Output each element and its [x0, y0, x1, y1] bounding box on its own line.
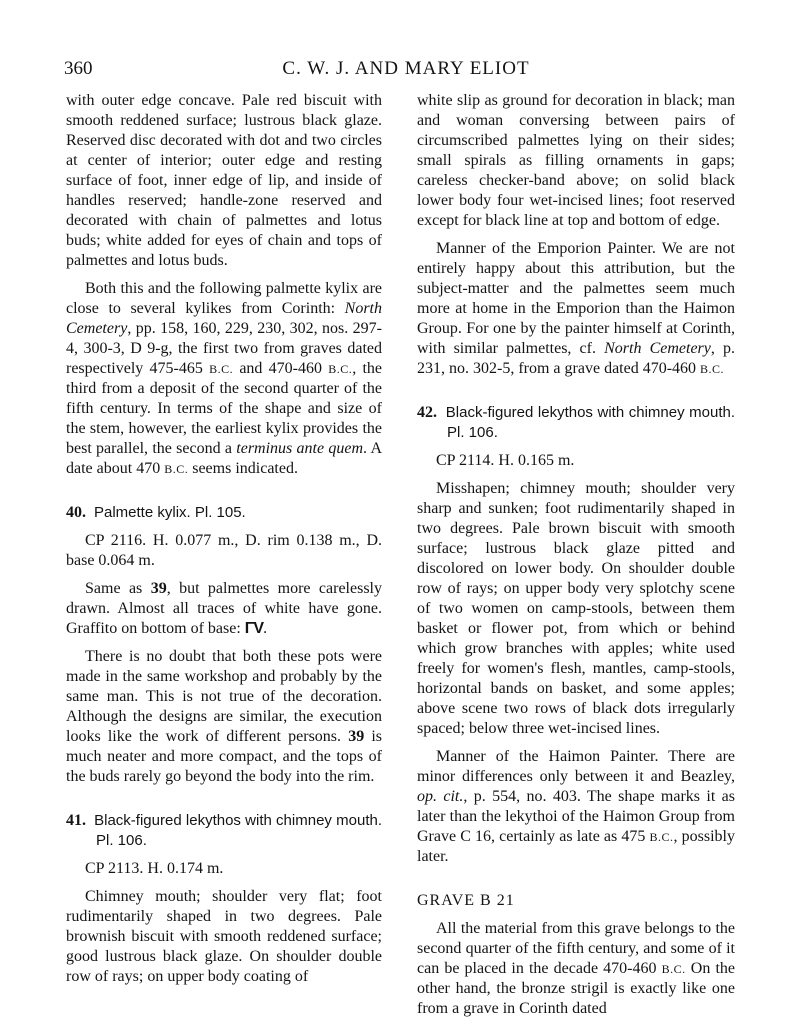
- commentary: Manner of the Haimon Painter. There are minor differences only between it and Beazley, op. cit., p. 554, no. 403. The shape marks it as later than the lekythoi of the Haimon Group from Grave C 16, certainly as late as 475 B.C., possibly later.: [417, 748, 736, 865]
- commentary: There is no doubt that both these pots were made in the same workshop and probably by the same man. This is not true of the decoration. Although the designs are similar, the execution looks like the work of different persons. 39 is much neater and more compact, and the tops of the buds rarely go beyond the body into the rim.: [66, 648, 383, 785]
- left-column: [66, 91, 382, 987]
- paragraph: white slip as ground for decoration in black; man and woman conversing between pairs of circumscribed palmettes lying on their sides; small spirals as filling ornaments in gaps; careless checker-band above; on solid black lower body four wet-incised lines; foot reserved except for black line at top and bottom of edge.: [417, 92, 735, 229]
- paragraph: Manner of the Emporion Painter. We are not entirely happy about this attribution, but the subject-matter and the palmettes seem much more at home in the Emporion than the Haimon Group. For one by the painter himself at Corinth, with similar palmettes, cf. North Cemetery, p. 231, no. 302-5, from a grave dated 470-460 B.C.: [417, 240, 736, 377]
- entry-title: Black-figured lekythos with chimney mouth. Pl. 106.: [445, 404, 736, 441]
- paragraph: All the material from this grave belongs to the second quarter of the fifth century, and some of it can be placed in the decade 470-460 B.C. On the other hand, the bronze strigil is exactly like one from a grave in Corinth dated: [417, 920, 736, 1017]
- entry-title: Black-figured lekythos with chimney mouth. Pl. 106.: [94, 812, 382, 849]
- entry-heading-41: [66, 811, 382, 851]
- paragraph: with outer edge concave. Pale red biscuit with smooth reddened surface; lustrous black glaze. Reserved disc decorated with dot and two circles at center of interior; outer edge and resting surface of foot, inner edge of lip, and inside of handles reserved; handle-zone reserved and decorated with chain of palmettes and lotus buds; white added for eyes of chain and tops of palmettes and lotus buds.: [66, 92, 382, 269]
- running-head-title: C. W. J. AND MARY ELIOT: [282, 58, 530, 79]
- entry-heading-42: [417, 403, 735, 443]
- citation-title: North Cemetery: [604, 340, 711, 357]
- description: Same as 39, but palmettes more carelessly drawn. Almost all traces of white have gone. Graffito on bottom of base: ΓV.: [66, 580, 383, 637]
- graffito-mark: ΓV: [244, 620, 264, 637]
- paragraph: Both this and the following palmette kylix are close to several kylikes from Corinth: North Cemetery, pp. 158, 160, 229, 230, 302, nos. 297-4, 300-3, D 9-g, the first two from graves dated respectively 475-465 B.C. and 470-460 B.C., the third from a deposit of the second quarter of the fifth century. In terms of the shape and size of the stem, however, the earliest kylix provides the best parallel, the second a terminus ante quem. A date about 470 B.C. seems indicated.: [66, 280, 383, 477]
- description: Misshapen; chimney mouth; shoulder very sharp and sunken; foot rudimentarily shaped in two degrees. Pale brown biscuit with smooth surface; lustrous black glaze pitted and discolored on lower body. On shoulder double row of rays; on upper body very splotchy scene of two women on camp-stools, between them basket or flower pot, from which or behind which grow branches with apples; white used freely for women's flesh, mantles, camp-stools, horizontal bands on basket, and some apples; above scene two rows of black dots irregularly spaced; below three wet-incised lines.: [417, 480, 735, 737]
- catalogue-line: CP 2116. H. 0.077 m., D. rim 0.138 m., D. base 0.064 m.: [66, 532, 382, 569]
- entry-number: 42.: [417, 404, 437, 421]
- entry-number: 40.: [66, 504, 86, 521]
- entry-heading-40: [66, 503, 382, 523]
- right-column: [417, 91, 735, 1019]
- catalogue-line: CP 2114. H. 0.165 m.: [436, 452, 575, 469]
- citation-title: North Cemetery: [66, 300, 382, 337]
- description: Chimney mouth; shoulder very flat; foot rudimentarily shaped in two degrees. Pale brownish biscuit with smooth reddened surface; good lustrous black glaze. On shoulder double row of rays; on upper body coating of: [66, 888, 382, 985]
- entry-number: 41.: [66, 812, 86, 829]
- catalogue-line: CP 2113. H. 0.174 m.: [85, 860, 224, 877]
- page-number: 360: [64, 58, 93, 79]
- section-heading: GRAVE B 21: [417, 892, 515, 909]
- entry-title: Palmette kylix. Pl. 105.: [94, 504, 246, 521]
- running-header: [64, 58, 748, 82]
